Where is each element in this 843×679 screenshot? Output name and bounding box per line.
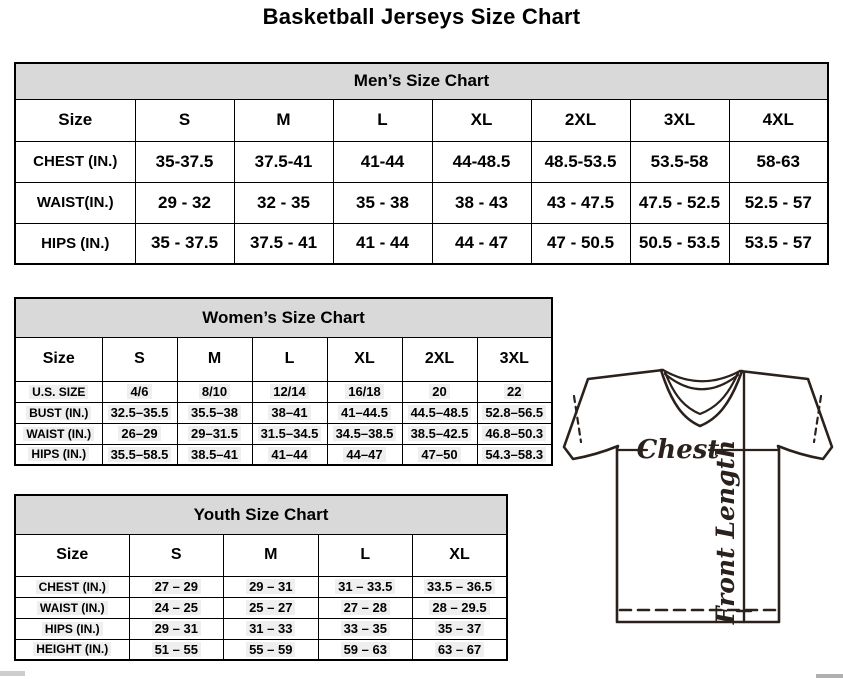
- table-row: [15, 597, 507, 618]
- value-cell: 27 – 29: [129, 576, 224, 597]
- value-cell: 20: [402, 381, 477, 402]
- value-cell: 38–41: [252, 402, 327, 423]
- value-cell: 35-37.5: [135, 141, 234, 182]
- row-label: CHEST (IN.): [15, 141, 135, 182]
- row-label: HIPS (IN.): [15, 223, 135, 264]
- column-header: 2XL: [402, 337, 477, 381]
- value-cell: 25 – 27: [224, 597, 319, 618]
- front-length-measure-label: Front Length: [711, 439, 740, 625]
- column-header: M: [224, 534, 319, 576]
- row-label: HIPS (IN.): [15, 618, 129, 639]
- column-header: M: [234, 99, 333, 141]
- row-label: WAIST(IN.): [15, 182, 135, 223]
- column-header: L: [333, 99, 432, 141]
- column-header: 3XL: [630, 99, 729, 141]
- value-cell: 33 – 35: [318, 618, 413, 639]
- table-row: [15, 444, 552, 465]
- value-cell: 35.5–58.5: [102, 444, 177, 465]
- table-row: [15, 423, 552, 444]
- row-label: CHEST (IN.): [15, 576, 129, 597]
- column-header: XL: [413, 534, 508, 576]
- value-cell: 27 – 28: [318, 597, 413, 618]
- value-cell: 32.5–35.5: [102, 402, 177, 423]
- value-cell: 55 – 59: [224, 639, 319, 660]
- value-cell: 16/18: [327, 381, 402, 402]
- value-cell: 54.3–58.3: [477, 444, 552, 465]
- value-cell: 44 - 47: [432, 223, 531, 264]
- page-title: Basketball Jerseys Size Chart: [262, 4, 581, 29]
- column-header: Size: [15, 534, 129, 576]
- column-header: XL: [432, 99, 531, 141]
- value-cell: 8/10: [177, 381, 252, 402]
- value-cell: 29–31.5: [177, 423, 252, 444]
- value-cell: 35 – 37: [413, 618, 508, 639]
- value-cell: 38 - 43: [432, 182, 531, 223]
- value-cell: 33.5 – 36.5: [413, 576, 508, 597]
- value-cell: 41 - 44: [333, 223, 432, 264]
- womens-size-table: [14, 297, 553, 466]
- value-cell: 22: [477, 381, 552, 402]
- row-label: WAIST (IN.): [15, 597, 129, 618]
- value-cell: 35.5–38: [177, 402, 252, 423]
- value-cell: 59 – 63: [318, 639, 413, 660]
- value-cell: 24 – 25: [129, 597, 224, 618]
- jersey-diagram: [558, 360, 843, 630]
- table-row: [15, 639, 507, 660]
- value-cell: 37.5-41: [234, 141, 333, 182]
- value-cell: 28 – 29.5: [413, 597, 508, 618]
- youth-size-chart: [14, 494, 508, 661]
- womens-size-chart: [14, 297, 553, 466]
- value-cell: 51 – 55: [129, 639, 224, 660]
- column-header: S: [129, 534, 224, 576]
- value-cell: 26–29: [102, 423, 177, 444]
- table-row: [15, 141, 828, 182]
- value-cell: 46.8–50.3: [477, 423, 552, 444]
- value-cell: 63 – 67: [413, 639, 508, 660]
- value-cell: 29 - 32: [135, 182, 234, 223]
- value-cell: 44–47: [327, 444, 402, 465]
- table-row: [15, 223, 828, 264]
- value-cell: 38.5–41: [177, 444, 252, 465]
- value-cell: 52.5 - 57: [729, 182, 828, 223]
- value-cell: 50.5 - 53.5: [630, 223, 729, 264]
- value-cell: 31 – 33: [224, 618, 319, 639]
- value-cell: 43 - 47.5: [531, 182, 630, 223]
- womens-chart-title: Women’s Size Chart: [15, 298, 552, 337]
- column-header: XL: [327, 337, 402, 381]
- column-header: S: [135, 99, 234, 141]
- value-cell: 44-48.5: [432, 141, 531, 182]
- column-header: 3XL: [477, 337, 552, 381]
- row-label: HEIGHT (IN.): [15, 639, 129, 660]
- youth-size-table: [14, 494, 508, 661]
- value-cell: 58-63: [729, 141, 828, 182]
- value-cell: 48.5-53.5: [531, 141, 630, 182]
- column-header: M: [177, 337, 252, 381]
- horizontal-scrollbar-thumb-left[interactable]: [0, 671, 25, 676]
- column-header: 4XL: [729, 99, 828, 141]
- column-header: L: [318, 534, 413, 576]
- row-label: U.S. SIZE: [15, 381, 102, 402]
- youth-chart-title: Youth Size Chart: [15, 495, 507, 534]
- mens-size-chart: [14, 62, 829, 265]
- table-row: [15, 182, 828, 223]
- value-cell: 34.5–38.5: [327, 423, 402, 444]
- table-row: [15, 576, 507, 597]
- table-row: [15, 618, 507, 639]
- value-cell: 31.5–34.5: [252, 423, 327, 444]
- jersey-outline-icon: [558, 360, 843, 630]
- column-header: Size: [15, 337, 102, 381]
- value-cell: 32 - 35: [234, 182, 333, 223]
- column-header: L: [252, 337, 327, 381]
- value-cell: 29 – 31: [129, 618, 224, 639]
- mens-size-table: [14, 62, 829, 265]
- value-cell: 4/6: [102, 381, 177, 402]
- chest-measure-label: Chest: [636, 435, 720, 465]
- value-cell: 31 – 33.5: [318, 576, 413, 597]
- mens-chart-title: Men’s Size Chart: [15, 63, 828, 99]
- value-cell: 53.5-58: [630, 141, 729, 182]
- value-cell: 35 - 37.5: [135, 223, 234, 264]
- column-header: Size: [15, 99, 135, 141]
- value-cell: 38.5–42.5: [402, 423, 477, 444]
- table-row: [15, 402, 552, 423]
- value-cell: 12/14: [252, 381, 327, 402]
- value-cell: 47.5 - 52.5: [630, 182, 729, 223]
- value-cell: 44.5–48.5: [402, 402, 477, 423]
- value-cell: 47–50: [402, 444, 477, 465]
- table-row: [15, 381, 552, 402]
- column-header: S: [102, 337, 177, 381]
- horizontal-scrollbar-thumb-right[interactable]: [816, 674, 843, 678]
- column-header: 2XL: [531, 99, 630, 141]
- row-label: WAIST (IN.): [15, 423, 102, 444]
- value-cell: 41–44.5: [327, 402, 402, 423]
- row-label: HIPS (IN.): [15, 444, 102, 465]
- value-cell: 41–44: [252, 444, 327, 465]
- value-cell: 41-44: [333, 141, 432, 182]
- value-cell: 35 - 38: [333, 182, 432, 223]
- row-label: BUST (IN.): [15, 402, 102, 423]
- value-cell: 53.5 - 57: [729, 223, 828, 264]
- value-cell: 29 – 31: [224, 576, 319, 597]
- value-cell: 52.8–56.5: [477, 402, 552, 423]
- value-cell: 47 - 50.5: [531, 223, 630, 264]
- value-cell: 37.5 - 41: [234, 223, 333, 264]
